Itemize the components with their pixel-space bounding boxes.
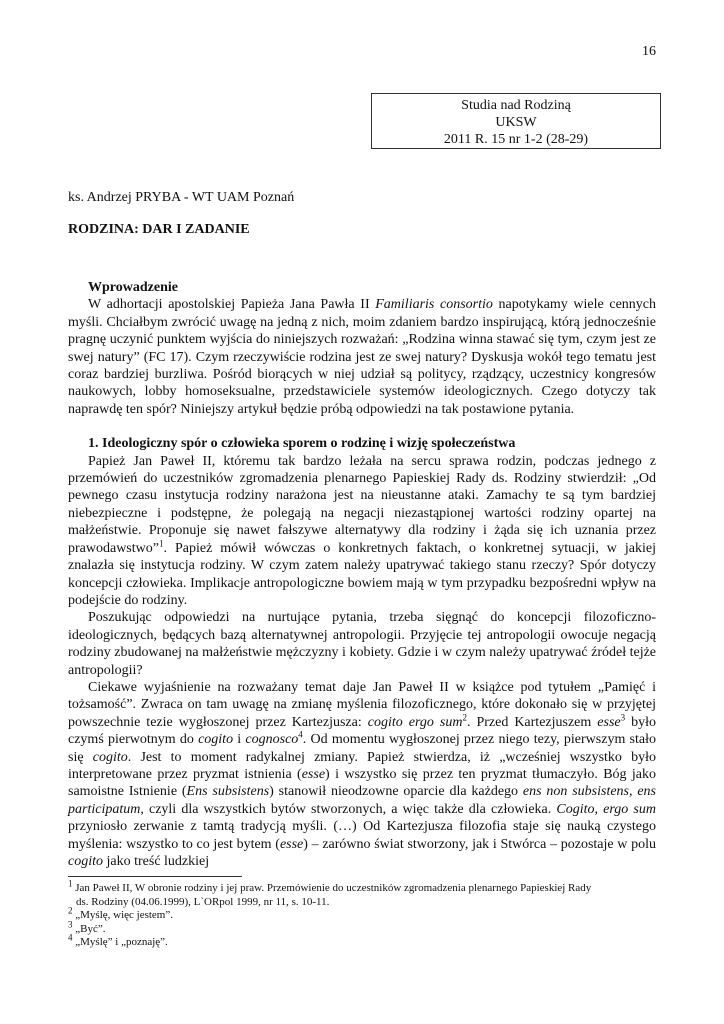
journal-publisher: UKSW bbox=[495, 115, 537, 130]
footnote-3: $^3$ „Być”. bbox=[68, 918, 106, 935]
journal-name: Studia nad Rodziną bbox=[461, 98, 571, 113]
section-1-paragraph-2: Poszukując odpowiedzi na nurtujące pytania, trzeba sięgnąć do koncepcji filozoficzno-ideologicznych, będących bazą alternatywnej antropologii. Przyjęcie tej antropologii owocuje negacją rodziny zbudowanej na małżeństwie mężczyzny i kobiety. Gdzie i w czym należy upatrywać źródeł tejże antropologii? bbox=[68, 610, 657, 678]
footnote-1-continued: ds. Rodziny (04.06.1999), L`ORpol 1999, nr 11, s. 10-11. bbox=[76, 895, 330, 908]
footnote-1: $^1$ Jan Paweł II, W obronie rodziny i jej praw. Przemówienie do uczestników zgromadzenia plenarnego Papieskiej Rady bbox=[68, 878, 592, 894]
author-line: ks. Andrzej PRYBA - WT UAM Poznań bbox=[68, 190, 295, 205]
article-title: RODZINA: DAR I ZADANIE bbox=[68, 222, 250, 237]
journal-issue: 2011 R. 15 nr 1-2 (28-29) bbox=[443, 132, 589, 147]
footnotes bbox=[68, 878, 656, 950]
footnote-ref-4: 4 bbox=[298, 729, 303, 740]
intro-heading: Wprowadzenie bbox=[88, 280, 178, 295]
footnote-2: $^2$ „Myślę, więc jestem”. bbox=[68, 905, 173, 921]
section-1-heading: 1. Ideologiczny spór o człowieka sporem o rodzinę i wizję społeczeństwa bbox=[88, 436, 516, 452]
journal-info-box bbox=[371, 93, 661, 149]
section-1-paragraph-3: Ciekawe wyjaśnienie na rozważany temat daje Jan Paweł II w książce pod tytułem „Pamięć i tożsamość”. Zwraca on tam uwagę na zmianę myślenia filozoficznego, które dokonało się w przyjętej powszechnie tezie wygłoszonej przez Kartezjusza: cogito ergo sum$^2$. Przed Kartezjuszem esse$^3$ było czymś pierwotnym do cogito i cognosco$^4$. Od momentu wygłoszonej przez niego tezy, pierwszym stało się cogito. Jest to moment radykalnej zmiany. Papież stwierdza, iż „wcześniej wszystko było interpretowane przez pryzmat istnienia (esse) i wszystko się przez ten pryzmat tłumaczyło. Bóg jako samoistne Istnienie (Ens subsistens) stanowił nieodzowne oparcie dla każdego ens non subsistens, ens participatum, czyli dla wszystkich bytów stworzonych, a więc także dla człowieka. Cogito, ergo sum przyniosło zerwanie z tamtą tradycją myśli. (…) Od Kartezjusza filozofia staje się nauką czystego myślenia: wszystko to co jest bytem (esse) – zarówno świat stworzony, jak i Stwórca – pozostaje w polu cogito jako treść ludzkiej bbox=[68, 679, 656, 869]
page-number: 16 bbox=[642, 44, 656, 59]
footnote-4: $^4$ „Myślę” i „poznaję”. bbox=[68, 932, 168, 948]
article-body bbox=[68, 279, 656, 870]
section-1-paragraph-1: Papież Jan Paweł II, któremu tak bardzo leżała na sercu sprawa rodzin, podczas jednego z przemówień do uczestników zgromadzenia plenarnego Papieskiej Rady ds. Rodziny stwierdził: „Od pewnego czasu instytucja rodziny narażona jest na nieustanne ataki. Zamachy te są tym bardziej niebezpieczne i podstępne, że polegają na negacji niezastąpionej wartości rodziny opartej na małżeństwie. Proponuje się nawet fałszywe alternatywy dla rodziny i żąda się ich uznania przez prawodawstwo”$^1$. Papież mówił wówczas o konkretnych faktach, o konkretnej sytuacji, w jakiej znalazła się instytucja rodziny. W czym zatem należy upatrywać takiego stanu rzeczy? Spór dotyczy koncepcji człowieka. Implikacje antropologiczne bowiem mają w tym przypadku bezpośredni wpływ na podejście do rodziny. bbox=[68, 453, 656, 608]
footnote-ref-2: 2 bbox=[462, 712, 467, 723]
intro-paragraph: W adhortacji apostolskiej Papieża Jana Pawła II Familiaris consortio napotykamy wiele cennych myśli. Chciałbym zwrócić uwagę na jedną z nich, moim zdaniem bardzo inspirującą, którą jednocześnie pragnę uczynić punktem wyjścia do niniejszych rozważań: „Rodzina winna stawać się tym, czym jest ze swej natury” (FC 17). Czym rzeczywiście rodzina jest ze swej natury? Dyskusja wokół tego tematu jest coraz bardziej burzliwa. Pośród biorących w niej udział są politycy, rządzący, uczestnicy kongresów naukowych, lobby homoseksualne, przedstawiciele systemów ideologicznych. Czego dotyczy tak naprawdę ten spór? Niniejszy artykuł będzie próbą odpowiedzi na tak postawione pytania. bbox=[68, 297, 656, 417]
footnote-ref-3: 3 bbox=[620, 712, 626, 723]
footnote-ref-1: 1 bbox=[158, 538, 164, 549]
footnote-divider bbox=[68, 876, 242, 877]
